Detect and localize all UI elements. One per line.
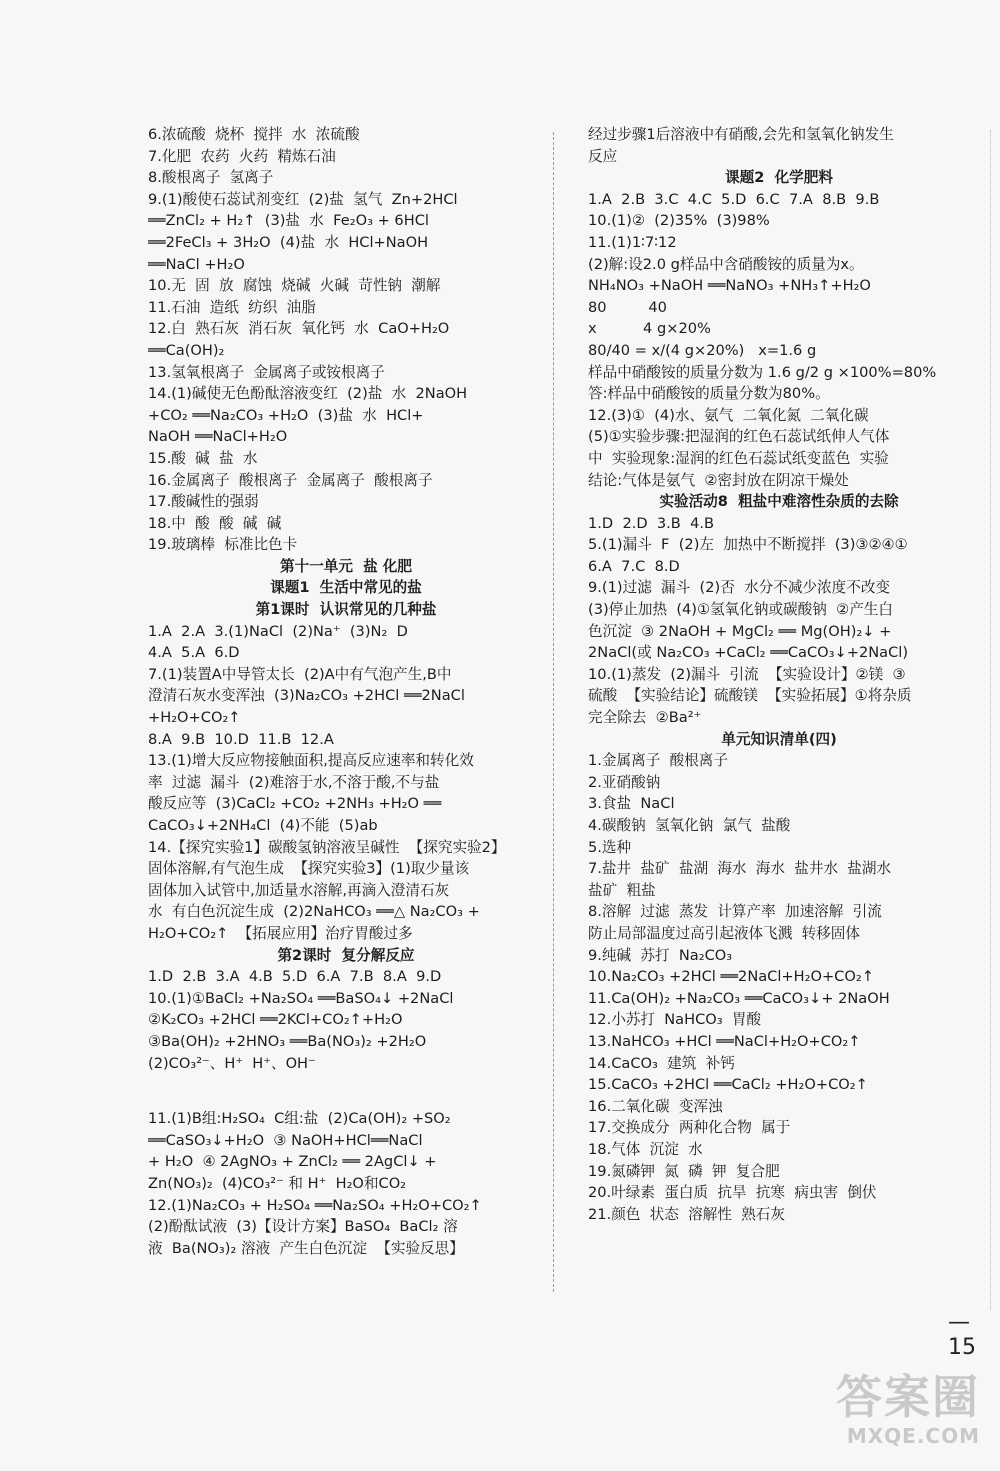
page-edge-line	[990, 130, 991, 1310]
answer-line: 12.(1)Na₂CO₃ + H₂SO₄ ══Na₂SO₄ +H₂O+CO₂↑	[148, 1196, 482, 1214]
answer-line: 中 实验现象:湿润的红色石蕊试纸变蓝色 实验	[588, 449, 889, 467]
right-block-knowledge-list	[588, 750, 970, 1225]
answer-line: 14.(1)碱使无色酚酞溶液变红 (2)盐 水 2NaOH	[148, 385, 468, 403]
answer-line: 5.(1)漏斗 F (2)左 加热中不断搅拌 (3)③②④①	[588, 536, 908, 554]
answer-line: NH₄NO₃ +NaOH ══NaNO₃ +NH₃↑+H₂O	[588, 277, 871, 295]
right-block-continuation	[588, 124, 970, 167]
answer-line: 12.(3)① (4)水、氨气 二氧化氮 二氧化碳	[588, 406, 869, 424]
answer-line: 7.化肥 农药 火药 精炼石油	[148, 147, 336, 165]
answer-line: ══NaCl +H₂O	[148, 255, 245, 273]
page-number: — 15	[948, 1310, 976, 1360]
answer-line: 11.石油 造纸 纺织 油脂	[148, 298, 316, 316]
answer-line: 固体加入试管中,加适量水溶解,再滴入澄清石灰	[148, 881, 450, 899]
lesson2-title: 课题2 化学肥料	[725, 169, 833, 187]
answer-line: 17.交换成分 两种化合物 属于	[588, 1119, 791, 1137]
answer-line: 1.A 2.A 3.(1)NaCl (2)Na⁺ (3)N₂ D	[148, 622, 408, 640]
answer-line: x 4 g×20%	[588, 320, 711, 338]
answer-line: 经过步骤1后溶液中有硝酸,会先和氢氧化钠发生	[588, 126, 894, 143]
answer-line: 18.中 酸 酸 碱 碱	[148, 514, 282, 532]
answer-line: 1.金属离子 酸根离子	[588, 752, 728, 770]
left-block-salts	[148, 621, 544, 945]
answer-line: 17.酸碱性的强弱	[148, 493, 259, 511]
watermark-logo	[780, 1370, 980, 1448]
ion-diagram-row	[148, 1074, 544, 1108]
answer-line: 10.(1)② (2)35% (3)98%	[588, 212, 770, 230]
summary4-title: 单元知识清单(四)	[721, 730, 837, 748]
answer-line: 8.A 9.B 10.D 11.B 12.A	[148, 730, 334, 748]
answer-line: H₂O+CO₂↑ 【拓展应用】治疗胃酸过多	[148, 924, 413, 942]
right-block-crude-salt	[588, 513, 970, 729]
answer-line: + H₂O ④ 2AgNO₃ + ZnCl₂ ══ 2AgCl↓ +	[148, 1153, 437, 1171]
answer-line: 20.叶绿素 蛋白质 抗旱 抗寒 病虫害 倒伏	[588, 1184, 877, 1202]
watermark-bottom: MXQE.COM	[846, 1424, 980, 1448]
answer-line: 4.碳酸钠 氢氧化钠 氯气 盐酸	[588, 817, 791, 834]
answer-line: (2)解:设2.0 g样品中含硝酸铵的质量为x。	[588, 255, 864, 273]
answer-line: 硫酸 【实验结论】硫酸镁 【实验拓展】①将杂质	[588, 687, 912, 705]
answer-line: 6.浓硫酸 烧杯 搅拌 水 浓硫酸	[148, 126, 360, 143]
answer-line: 80/40 = x/(4 g×20%) x=1.6 g	[588, 341, 817, 359]
answer-line: 反应	[588, 147, 618, 165]
left-block-acids-bases	[148, 124, 544, 556]
answer-line: 10.无 固 放 腐蚀 烧碱 火碱 苛性钠 潮解	[148, 277, 441, 295]
answer-line: 结论:气体是氨气 ②密封放在阴凉干燥处	[588, 471, 849, 489]
lesson1-title: 课题1 生活中常见的盐	[270, 579, 422, 597]
answer-line: 防止局部温度过高引起液体飞溅 转移固体	[588, 924, 860, 942]
answer-line: 7.(1)装置A中导管太长 (2)A中有气泡产生,B中	[148, 665, 452, 683]
answer-line: 16.二氧化碳 变浑浊	[588, 1097, 723, 1115]
answer-line: 15.酸 碱 盐 水	[148, 449, 258, 467]
right-column	[588, 124, 970, 1225]
answer-line: 澄清石灰水变浑浊 (3)Na₂CO₃ +2HCl ══2NaCl	[148, 687, 465, 705]
answer-line: CaCO₃↓+2NH₄Cl (4)不能 (5)ab	[148, 817, 378, 834]
answer-line: 11.Ca(OH)₂ +Na₂CO₃ ══CaCO₃↓+ 2NaOH	[588, 989, 890, 1007]
answer-line: 2NaCl(或 Na₂CO₃ +CaCl₂ ══CaCO₃↓+2NaCl)	[588, 644, 909, 662]
answer-line: 答:样品中硝酸铵的质量分数为80%。	[588, 385, 830, 403]
answer-line: 率 过滤 漏斗 (2)难溶于水,不溶于酸,不与盐	[148, 773, 440, 791]
answer-line: 3.食盐 NaCl	[588, 795, 675, 813]
answer-line: 14.CaCO₃ 建筑 补钙	[588, 1054, 735, 1072]
answer-line: ══2FeCl₃ + 3H₂O (4)盐 水 HCl+NaOH	[148, 233, 429, 251]
answer-line: +CO₂ ══Na₂CO₃ +H₂O (3)盐 水 HCl+	[148, 406, 424, 424]
answer-line: 80 40	[588, 298, 667, 316]
unit-title: 第十一单元 盐 化肥	[280, 557, 412, 575]
answer-line: 盐矿 粗盐	[588, 881, 656, 899]
answer-line: 10.(1)蒸发 (2)漏斗 引流 【实验设计】②镁 ③	[588, 665, 906, 683]
left-block-double-decomposition	[148, 966, 544, 1074]
answer-line: 酸反应等 (3)CaCl₂ +CO₂ +2NH₃ +H₂O ══	[148, 795, 442, 813]
answer-line: (5)①实验步骤:把湿润的红色石蕊试纸伸人气体	[588, 428, 890, 446]
activity8-title: 实验活动8 粗盐中难溶性杂质的去除	[659, 493, 899, 511]
answer-line: 液 Ba(NO₃)₂ 溶液 产生白色沉淀 【实验反思】	[148, 1239, 464, 1257]
answer-line: ②K₂CO₃ +2HCl ══2KCl+CO₂↑+H₂O	[148, 1011, 403, 1029]
answer-line: 12.小苏打 NaHCO₃ 胃酸	[588, 1011, 762, 1029]
answer-line: 1.D 2.B 3.A 4.B 5.D 6.A 7.B 8.A 9.D	[148, 968, 442, 986]
watermark-top: 答案圈	[836, 1370, 980, 1424]
answer-line: 色沉淀 ③ 2NaOH + MgCl₂ ══ Mg(OH)₂↓ +	[588, 622, 892, 640]
answer-line: 固体溶解,有气泡生成 【探究实验3】(1)取少量该	[148, 860, 470, 878]
answer-line: +H₂O+CO₂↑	[148, 709, 241, 727]
column-divider	[553, 132, 554, 1292]
answer-line: 9.纯碱 苏打 Na₂CO₃	[588, 946, 733, 964]
answer-line: 19.氮磷钾 氮 磷 钾 复合肥	[588, 1162, 780, 1180]
answer-line: 水 有白色沉淀生成 (2)2NaHCO₃ ══△ Na₂CO₃ +	[148, 903, 480, 921]
answer-line: 15.CaCO₃ +2HCl ══CaCl₂ +H₂O+CO₂↑	[588, 1076, 868, 1094]
answer-line: 19.玻璃棒 标准比色卡	[148, 536, 298, 554]
answer-line: 1.A 2.B 3.C 4.C 5.D 6.C 7.A 8.B 9.B	[588, 190, 880, 208]
answer-line: 18.气体 沉淀 水	[588, 1140, 703, 1158]
answer-line: 12.白 熟石灰 消石灰 氧化钙 水 CaO+H₂O	[148, 320, 450, 338]
answer-line: (3)停止加热 (4)①氢氧化钠或碳酸钠 ②产生白	[588, 601, 893, 619]
left-column	[148, 124, 544, 1259]
answer-line: 7.盐井 盐矿 盐湖 海水 海水 盐井水 盐湖水	[588, 860, 892, 878]
answer-line: 8.酸根离子 氢离子	[148, 169, 274, 187]
answer-line: 9.(1)酸使石蕊试剂变红 (2)盐 氢气 Zn+2HCl	[148, 190, 458, 208]
answer-line: 13.(1)增大反应物接触面积,提高反应速率和转化效	[148, 752, 474, 770]
answer-line: 16.金属离子 酸根离子 金属离子 酸根离子	[148, 471, 433, 489]
answer-line: 11.(1)B组:H₂SO₄ C组:盐 (2)Ca(OH)₂ +SO₂	[148, 1110, 451, 1128]
right-block-fertilizers	[588, 189, 970, 491]
answer-line: 14.【探究实验1】碳酸氢钠溶液呈碱性 【探究实验2】	[148, 838, 506, 856]
lesson1-period1-title: 第1课时 认识常见的几种盐	[255, 601, 437, 619]
answer-line: 13.氢氧根离子 金属离子或铵根离子	[148, 363, 385, 381]
answer-line: 2.亚硝酸钠	[588, 773, 661, 791]
answer-line: ③Ba(OH)₂ +2HNO₃ ══Ba(NO₃)₂ +2H₂O	[148, 1032, 427, 1050]
answer-line: 10.Na₂CO₃ +2HCl ══2NaCl+H₂O+CO₂↑	[588, 968, 874, 986]
answer-line: 11.(1)1∶7∶12	[588, 233, 677, 251]
answer-line: 样品中硝酸铵的质量分数为 1.6 g/2 g ×100%=80%	[588, 363, 937, 381]
answer-line: 5.选种	[588, 838, 632, 856]
answer-line: ══CaSO₃↓+H₂O ③ NaOH+HCl══NaCl	[148, 1131, 423, 1149]
answer-line: (2)CO₃²⁻、H⁺ H⁺、OH⁻	[148, 1054, 316, 1072]
left-block-questions-11-12	[148, 1108, 544, 1259]
answer-line: NaOH ══NaCl+H₂O	[148, 428, 288, 446]
answer-line: Zn(NO₃)₂ (4)CO₃²⁻ 和 H⁺ H₂O和CO₂	[148, 1174, 407, 1192]
answer-line: 10.(1)①BaCl₂ +Na₂SO₄ ══BaSO₄↓ +2NaCl	[148, 989, 454, 1007]
answer-line: ══Ca(OH)₂	[148, 341, 225, 359]
answer-line: ══ZnCl₂ + H₂↑ (3)盐 水 Fe₂O₃ + 6HCl	[148, 212, 429, 230]
lesson1-period2-title: 第2课时 复分解反应	[277, 946, 415, 964]
answer-line: 完全除去 ②Ba²⁺	[588, 709, 702, 727]
answer-line: 13.NaHCO₃ +HCl ══NaCl+H₂O+CO₂↑	[588, 1032, 861, 1050]
answer-line: 1.D 2.D 3.B 4.B	[588, 514, 715, 532]
answer-line: 21.颜色 状态 溶解性 熟石灰	[588, 1205, 785, 1223]
answer-line: 4.A 5.A 6.D	[148, 644, 240, 662]
answer-line: (2)酚酞试液 (3)【设计方案】BaSO₄ BaCl₂ 溶	[148, 1218, 458, 1236]
answer-line: 9.(1)过滤 漏斗 (2)否 水分不减少浓度不改变	[588, 579, 891, 597]
answer-line: 6.A 7.C 8.D	[588, 557, 680, 575]
answer-line: 8.溶解 过滤 蒸发 计算产率 加速溶解 引流	[588, 903, 882, 921]
